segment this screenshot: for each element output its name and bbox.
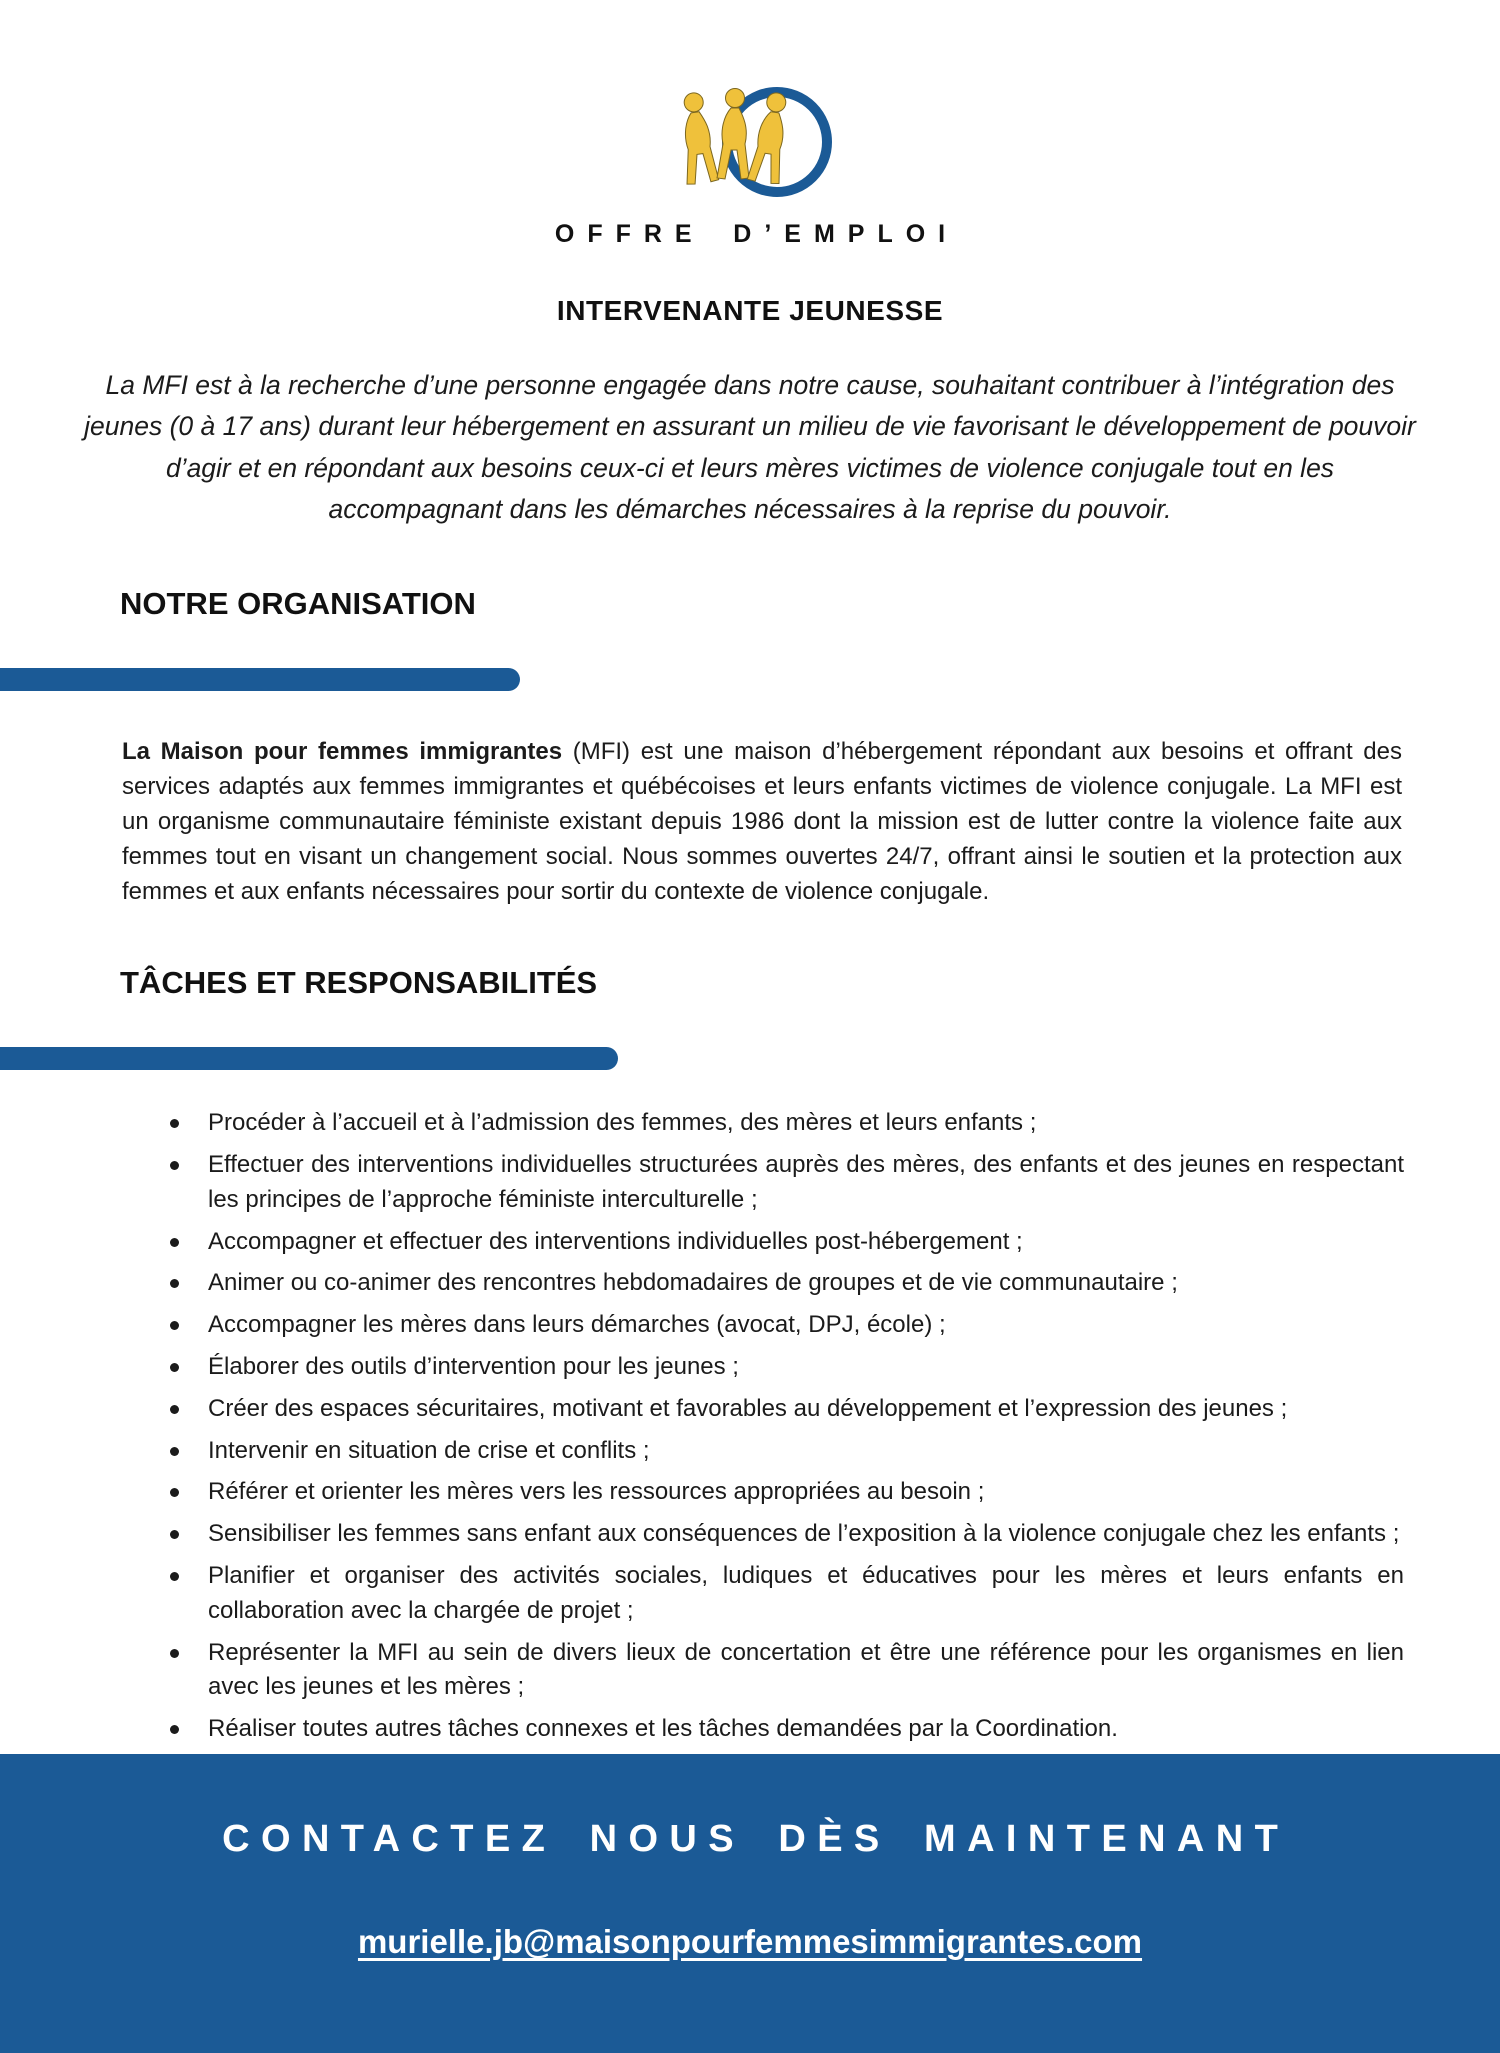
taches-heading: TÂCHES ET RESPONSABILITÉS [120,965,598,1001]
offre-emploi-label: OFFRE D’EMPLOI [554,220,959,248]
task-item: Planifier et organiser des activités sociales, ludiques et éducatives pour les mères et leurs enfants en collaboration avec la chargée de projet ; [168,1559,1404,1629]
section-organisation [0,530,1500,909]
organisation-paragraph [0,735,1500,909]
accent-bar-organisation [0,668,520,691]
mfi-logo [0,78,1500,210]
mfi-logo-icon [653,78,848,210]
task-item: Créer des espaces sécuritaires, motivant et favorables au développement et l’expression des jeunes ; [168,1392,1404,1427]
contact-email-link[interactable]: murielle.jb@maisonpourfemmesimmigrantes.com [357,1923,1143,1961]
task-list [0,1106,1500,1747]
organisation-body-text: (MFI) est une maison d’hébergement répondant aux besoins et offrant des services adaptés aux femmes immigrantes et québécoises et leurs enfants victimes de violence conjugale. La MFI est un organisme communautaire féministe existant depuis 1986 dont la mission est de lutter contre la violence faite aux femmes tout en visant un changement social. Nous sommes ouvertes 24/7, offrant ainsi le soutien et la protection aux femmes et aux enfants nécessaires pour sortir du contexte de violence conjugale. [122,738,1402,905]
section-taches [0,909,1500,1754]
task-item: Effectuer des interventions individuelles structurées auprès des mères, des enfants et des jeunes en respectant les principes de l’approche féministe interculturelle ; [168,1148,1404,1218]
task-item: Animer ou co-animer des rencontres hebdomadaires de groupes et de vie communautaire ; [168,1266,1404,1301]
organisation-heading: NOTRE ORGANISATION [120,586,476,622]
task-item: Accompagner et effectuer des interventions individuelles post-hébergement ; [168,1225,1404,1260]
job-title: INTERVENANTE JEUNESSE [556,295,944,326]
contact-cta: CONTACTEZ NOUS DÈS MAINTENANT [222,1818,1290,1861]
organisation-name-bold: La Maison pour femmes immigrantes [122,738,563,766]
task-item: Procéder à l’accueil et à l’admission des femmes, des mères et leurs enfants ; [168,1106,1404,1141]
accent-bar-taches [0,1047,618,1070]
task-item: Référer et orienter les mères vers les ressources appropriées au besoin ; [168,1475,1404,1510]
contact-footer [0,1754,1500,2053]
intro-paragraph: La MFI est à la recherche d’une personne engagée dans notre cause, souhaitant contribuer à l’intégration des jeunes (0 à 17 ans) durant leur hébergement en assurant un milieu de vie favorisant le développement de pouvoir d’agir et en répondant aux besoins ceux-ci et leurs mères victimes de violence conjugale tout en les accompagnant dans les démarches nécessaires à la reprise du pouvoir. [84,370,1416,524]
task-item: Élaborer des outils d’intervention pour les jeunes ; [168,1350,1404,1385]
task-item: Accompagner les mères dans leurs démarches (avocat, DPJ, école) ; [168,1308,1404,1343]
task-item: Représenter la MFI au sein de divers lieux de concertation et être une référence pour les organismes en lien avec les jeunes et les mères ; [168,1636,1404,1706]
task-item: Intervenir en situation de crise et conflits ; [168,1434,1404,1469]
header [0,0,1500,530]
task-item: Sensibiliser les femmes sans enfant aux conséquences de l’exposition à la violence conjugale chez les enfants ; [168,1517,1404,1552]
task-item: Réaliser toutes autres tâches connexes et les tâches demandées par la Coordination. [168,1712,1404,1747]
